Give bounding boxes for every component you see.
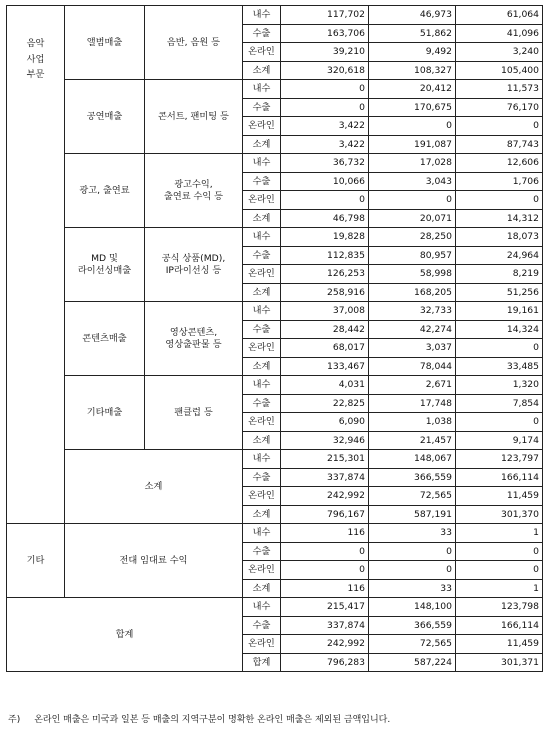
value-cell: 11,573 bbox=[456, 80, 543, 99]
value-cell: 21,457 bbox=[369, 431, 456, 450]
value-cell: 14,312 bbox=[456, 209, 543, 228]
value-cell: 0 bbox=[456, 117, 543, 136]
sub-category: 내수 bbox=[243, 302, 281, 321]
category-description: 영상콘텐츠, 영상출판물 등 bbox=[145, 302, 243, 376]
sub-category: 소계 bbox=[243, 61, 281, 80]
value-cell: 0 bbox=[369, 191, 456, 210]
sub-category: 온라인 bbox=[243, 117, 281, 136]
revenue-category: 기타매출 bbox=[65, 376, 145, 450]
value-cell: 7,854 bbox=[456, 394, 543, 413]
music-subtotal-label: 소계 bbox=[65, 450, 243, 524]
value-cell: 24,964 bbox=[456, 246, 543, 265]
sub-category: 수출 bbox=[243, 468, 281, 487]
value-cell: 1 bbox=[456, 524, 543, 543]
value-cell: 9,492 bbox=[369, 43, 456, 62]
sub-category: 내수 bbox=[243, 80, 281, 99]
value-cell: 148,100 bbox=[369, 598, 456, 617]
table-row bbox=[7, 228, 543, 247]
table-row bbox=[7, 6, 543, 25]
table-row bbox=[7, 302, 543, 321]
value-cell: 10,066 bbox=[281, 172, 369, 191]
value-cell: 242,992 bbox=[281, 487, 369, 506]
revenue-category: 콘텐츠매출 bbox=[65, 302, 145, 376]
value-cell: 170,675 bbox=[369, 98, 456, 117]
value-cell: 215,301 bbox=[281, 450, 369, 469]
category-description: 광고수익, 출연료 수익 등 bbox=[145, 154, 243, 228]
segment-other: 기타 bbox=[7, 524, 65, 598]
value-cell: 18,073 bbox=[456, 228, 543, 247]
value-cell: 39,210 bbox=[281, 43, 369, 62]
value-cell: 0 bbox=[456, 542, 543, 561]
value-cell: 0 bbox=[281, 191, 369, 210]
sub-category: 온라인 bbox=[243, 265, 281, 284]
table-row bbox=[7, 80, 543, 99]
value-cell: 3,240 bbox=[456, 43, 543, 62]
value-cell: 20,071 bbox=[369, 209, 456, 228]
value-cell: 80,957 bbox=[369, 246, 456, 265]
value-cell: 17,028 bbox=[369, 154, 456, 173]
value-cell: 76,170 bbox=[456, 98, 543, 117]
value-cell: 72,565 bbox=[369, 635, 456, 654]
value-cell: 148,067 bbox=[369, 450, 456, 469]
sub-category: 소계 bbox=[243, 357, 281, 376]
value-cell: 133,467 bbox=[281, 357, 369, 376]
value-cell: 72,565 bbox=[369, 487, 456, 506]
sub-category: 소계 bbox=[243, 579, 281, 598]
sub-category: 내수 bbox=[243, 228, 281, 247]
sub-category: 소계 bbox=[243, 209, 281, 228]
revenue-category: MD 및 라이선싱매출 bbox=[65, 228, 145, 302]
value-cell: 215,417 bbox=[281, 598, 369, 617]
table-row bbox=[7, 450, 543, 469]
value-cell: 0 bbox=[281, 80, 369, 99]
sub-category: 온라인 bbox=[243, 191, 281, 210]
sub-category: 온라인 bbox=[243, 487, 281, 506]
value-cell: 258,916 bbox=[281, 283, 369, 302]
value-cell: 587,191 bbox=[369, 505, 456, 524]
value-cell: 105,400 bbox=[456, 61, 543, 80]
value-cell: 32,946 bbox=[281, 431, 369, 450]
value-cell: 78,044 bbox=[369, 357, 456, 376]
revenue-category: 광고, 출연료 bbox=[65, 154, 145, 228]
footnote bbox=[8, 712, 390, 725]
sub-category: 합계 bbox=[243, 653, 281, 672]
value-cell: 1,706 bbox=[456, 172, 543, 191]
value-cell: 0 bbox=[369, 542, 456, 561]
value-cell: 36,732 bbox=[281, 154, 369, 173]
value-cell: 163,706 bbox=[281, 24, 369, 43]
sub-category: 수출 bbox=[243, 320, 281, 339]
value-cell: 6,090 bbox=[281, 413, 369, 432]
value-cell: 117,702 bbox=[281, 6, 369, 25]
value-cell: 42,274 bbox=[369, 320, 456, 339]
category-description: 공식 상품(MD), IP라이선싱 등 bbox=[145, 228, 243, 302]
value-cell: 0 bbox=[369, 561, 456, 580]
total-label: 합계 bbox=[7, 598, 243, 672]
value-cell: 3,043 bbox=[369, 172, 456, 191]
value-cell: 301,371 bbox=[456, 653, 543, 672]
value-cell: 0 bbox=[281, 98, 369, 117]
sub-category: 소계 bbox=[243, 283, 281, 302]
revenue-category: 앨범매출 bbox=[65, 6, 145, 80]
value-cell: 1,320 bbox=[456, 376, 543, 395]
value-cell: 2,671 bbox=[369, 376, 456, 395]
value-cell: 796,283 bbox=[281, 653, 369, 672]
value-cell: 191,087 bbox=[369, 135, 456, 154]
value-cell: 3,422 bbox=[281, 135, 369, 154]
value-cell: 301,370 bbox=[456, 505, 543, 524]
value-cell: 22,825 bbox=[281, 394, 369, 413]
value-cell: 166,114 bbox=[456, 616, 543, 635]
segment-music: 음악 사업 부문 bbox=[7, 6, 65, 524]
value-cell: 123,798 bbox=[456, 598, 543, 617]
sub-category: 수출 bbox=[243, 24, 281, 43]
value-cell: 46,973 bbox=[369, 6, 456, 25]
sub-category: 내수 bbox=[243, 376, 281, 395]
sub-category: 온라인 bbox=[243, 43, 281, 62]
value-cell: 58,998 bbox=[369, 265, 456, 284]
value-cell: 33 bbox=[369, 579, 456, 598]
value-cell: 12,606 bbox=[456, 154, 543, 173]
sub-category: 소계 bbox=[243, 135, 281, 154]
category-description: 음반, 음원 등 bbox=[145, 6, 243, 80]
value-cell: 11,459 bbox=[456, 635, 543, 654]
other-description: 전대 임대료 수익 bbox=[65, 524, 243, 598]
value-cell: 3,037 bbox=[369, 339, 456, 358]
value-cell: 68,017 bbox=[281, 339, 369, 358]
sub-category: 온라인 bbox=[243, 635, 281, 654]
revenue-category: 공연매출 bbox=[65, 80, 145, 154]
value-cell: 366,559 bbox=[369, 616, 456, 635]
value-cell: 51,862 bbox=[369, 24, 456, 43]
value-cell: 32,733 bbox=[369, 302, 456, 321]
value-cell: 41,096 bbox=[456, 24, 543, 43]
sub-category: 수출 bbox=[243, 542, 281, 561]
value-cell: 337,874 bbox=[281, 616, 369, 635]
value-cell: 116 bbox=[281, 524, 369, 543]
value-cell: 116 bbox=[281, 579, 369, 598]
sub-category: 온라인 bbox=[243, 339, 281, 358]
table-row bbox=[7, 154, 543, 173]
value-cell: 796,167 bbox=[281, 505, 369, 524]
sub-category: 수출 bbox=[243, 394, 281, 413]
value-cell: 112,835 bbox=[281, 246, 369, 265]
sub-category: 내수 bbox=[243, 524, 281, 543]
value-cell: 320,618 bbox=[281, 61, 369, 80]
value-cell: 46,798 bbox=[281, 209, 369, 228]
value-cell: 587,224 bbox=[369, 653, 456, 672]
value-cell: 0 bbox=[456, 339, 543, 358]
category-description: 팬클럽 등 bbox=[145, 376, 243, 450]
sub-category: 내수 bbox=[243, 154, 281, 173]
value-cell: 8,219 bbox=[456, 265, 543, 284]
value-cell: 0 bbox=[456, 413, 543, 432]
value-cell: 28,250 bbox=[369, 228, 456, 247]
table-row bbox=[7, 524, 543, 543]
value-cell: 0 bbox=[281, 542, 369, 561]
value-cell: 166,114 bbox=[456, 468, 543, 487]
value-cell: 4,031 bbox=[281, 376, 369, 395]
value-cell: 51,256 bbox=[456, 283, 543, 302]
value-cell: 168,205 bbox=[369, 283, 456, 302]
footnote-text: 온라인 매출은 미국과 일본 등 매출의 지역구분이 명확한 온라인 매출은 제외된 금액입니다. bbox=[34, 715, 391, 725]
sub-category: 소계 bbox=[243, 505, 281, 524]
value-cell: 19,161 bbox=[456, 302, 543, 321]
value-cell: 0 bbox=[369, 117, 456, 136]
value-cell: 3,422 bbox=[281, 117, 369, 136]
value-cell: 0 bbox=[281, 561, 369, 580]
sub-category: 내수 bbox=[243, 598, 281, 617]
sub-category: 수출 bbox=[243, 616, 281, 635]
sub-category: 수출 bbox=[243, 98, 281, 117]
value-cell: 87,743 bbox=[456, 135, 543, 154]
value-cell: 20,412 bbox=[369, 80, 456, 99]
sub-category: 내수 bbox=[243, 6, 281, 25]
value-cell: 9,174 bbox=[456, 431, 543, 450]
table-row bbox=[7, 376, 543, 395]
value-cell: 126,253 bbox=[281, 265, 369, 284]
value-cell: 1 bbox=[456, 579, 543, 598]
value-cell: 0 bbox=[456, 561, 543, 580]
value-cell: 366,559 bbox=[369, 468, 456, 487]
sub-category: 온라인 bbox=[243, 413, 281, 432]
value-cell: 0 bbox=[456, 191, 543, 210]
value-cell: 17,748 bbox=[369, 394, 456, 413]
revenue-table bbox=[6, 5, 543, 672]
value-cell: 337,874 bbox=[281, 468, 369, 487]
sub-category: 내수 bbox=[243, 450, 281, 469]
value-cell: 14,324 bbox=[456, 320, 543, 339]
value-cell: 37,008 bbox=[281, 302, 369, 321]
category-description: 콘서트, 팬미팅 등 bbox=[145, 80, 243, 154]
sub-category: 소계 bbox=[243, 431, 281, 450]
sub-category: 수출 bbox=[243, 172, 281, 191]
value-cell: 123,797 bbox=[456, 450, 543, 469]
value-cell: 242,992 bbox=[281, 635, 369, 654]
footnote-mark: 주) bbox=[8, 715, 21, 725]
value-cell: 61,064 bbox=[456, 6, 543, 25]
sub-category: 온라인 bbox=[243, 561, 281, 580]
value-cell: 19,828 bbox=[281, 228, 369, 247]
value-cell: 108,327 bbox=[369, 61, 456, 80]
sub-category: 수출 bbox=[243, 246, 281, 265]
value-cell: 28,442 bbox=[281, 320, 369, 339]
value-cell: 1,038 bbox=[369, 413, 456, 432]
value-cell: 33 bbox=[369, 524, 456, 543]
value-cell: 33,485 bbox=[456, 357, 543, 376]
value-cell: 11,459 bbox=[456, 487, 543, 506]
table-row bbox=[7, 598, 543, 617]
